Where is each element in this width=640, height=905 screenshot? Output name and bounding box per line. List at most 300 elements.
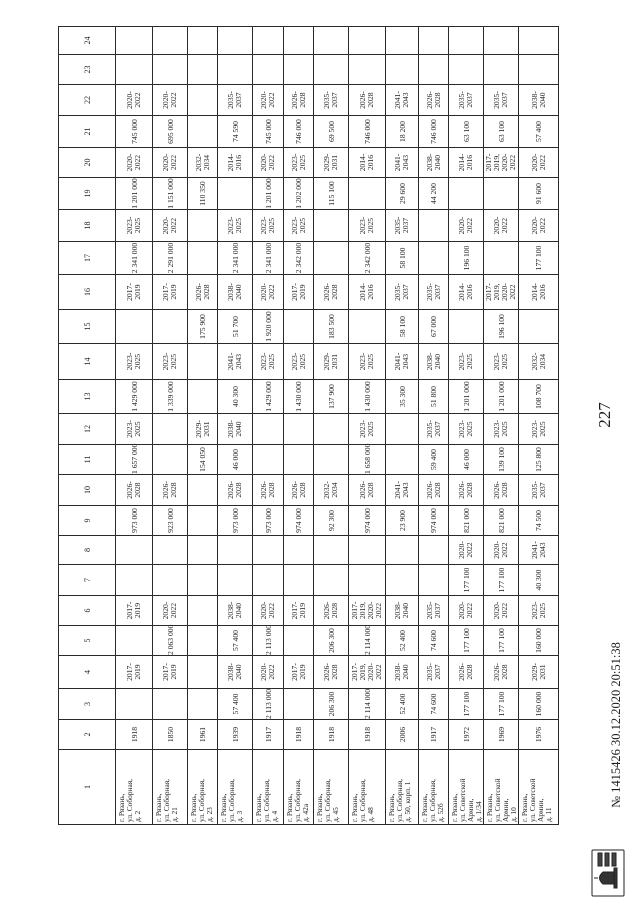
table-cell [314, 210, 349, 242]
table-cell [519, 720, 559, 750]
cell-value: 2026-2028 [193, 283, 211, 301]
cell-value: 1 202 000 [294, 178, 303, 209]
table-cell [284, 536, 314, 565]
table-cell [449, 720, 484, 750]
address-cell [349, 750, 386, 825]
table-cell [349, 27, 386, 55]
cell-value: 1918 [362, 726, 372, 743]
cell-value: 177 100 [496, 628, 506, 653]
table-cell [218, 596, 253, 626]
table-cell [188, 475, 218, 506]
table-cell [419, 178, 449, 210]
table-cell [116, 210, 153, 242]
table-cell [253, 445, 284, 475]
cell-value: 2041-2043 [393, 91, 410, 109]
table-cell [116, 414, 153, 445]
cell-value: 2038-2040 [424, 352, 442, 371]
table-cell [188, 720, 218, 750]
table-cell [153, 536, 188, 565]
table-cell [386, 310, 419, 344]
cell-value: 2020-2022 [161, 216, 178, 235]
table-cell [484, 536, 519, 565]
table-cell [188, 275, 218, 310]
cell-value: 2020-2022 [259, 91, 276, 109]
table-cell [449, 210, 484, 242]
cell-value: 2020-2022 [161, 91, 178, 109]
table-cell [419, 414, 449, 445]
cell-value: 92 300 [326, 510, 336, 531]
cell-value: 1 151 000 [165, 178, 175, 209]
table-cell [153, 689, 188, 720]
table-cell [218, 242, 253, 275]
table-row [153, 27, 188, 825]
address-line: ул. Соборная, [293, 778, 302, 822]
table-cell [419, 689, 449, 720]
cell-value: 154 050 [198, 447, 207, 472]
table-cell [386, 689, 419, 720]
table-cell [284, 85, 314, 116]
cell-value: 2035-2037 [322, 91, 339, 109]
cell-value: 1 430 000 [362, 381, 372, 412]
cell-value: 2020-2022 [125, 91, 142, 109]
table-cell [349, 596, 386, 626]
table-cell [519, 148, 559, 178]
table-row [349, 27, 386, 825]
table-cell [253, 565, 284, 596]
cell-value: 1 657 000 [129, 443, 139, 474]
table-cell [116, 116, 153, 148]
table-cell [253, 148, 284, 178]
table-cell [349, 536, 386, 565]
table-cell [519, 475, 559, 506]
table-cell [484, 656, 519, 689]
table-cell [116, 445, 153, 475]
table-cell [218, 344, 253, 380]
table-cell [484, 55, 519, 85]
address-cell [484, 750, 519, 825]
cell-value: 115 100 [326, 181, 336, 206]
table-cell [116, 720, 153, 750]
cell-value: 746 000 [294, 119, 303, 144]
cell-value: 160 000 [534, 628, 543, 653]
cell-value: 974 000 [429, 508, 438, 533]
table-cell [153, 116, 188, 148]
table-cell [349, 275, 386, 310]
column-number: 16 [59, 275, 116, 310]
table-cell [253, 506, 284, 536]
table-cell [386, 720, 419, 750]
cell-value: 110 350 [198, 181, 207, 206]
table-cell [153, 344, 188, 380]
address-line: ул. Соборная, [358, 778, 367, 822]
table-cell [349, 178, 386, 210]
table-cell [253, 380, 284, 414]
table-cell [314, 380, 349, 414]
repair-schedule-table [58, 26, 559, 825]
cell-value: 57 400 [230, 630, 240, 651]
table-row [484, 27, 519, 825]
cell-value: 2026-2028 [492, 663, 509, 681]
cell-value: 2023-2025 [289, 216, 307, 235]
cell-value: 2026-2028 [322, 663, 339, 681]
cell-value: 206 300 [326, 691, 336, 717]
cell-value: 1 201 000 [263, 178, 273, 209]
table-cell [349, 148, 386, 178]
table-cell [218, 506, 253, 536]
table-cell [349, 310, 386, 344]
table-cell [153, 565, 188, 596]
table-cell [386, 210, 419, 242]
table-cell [386, 85, 419, 116]
cell-value: 1 920 000 [263, 311, 273, 342]
table-header [59, 27, 116, 825]
table-cell [386, 475, 419, 506]
table-cell [116, 85, 153, 116]
table-cell [284, 656, 314, 689]
table-cell [116, 565, 153, 596]
cell-value: 58 100 [397, 316, 407, 337]
table-cell [419, 275, 449, 310]
table-cell [218, 310, 253, 344]
table-cell [188, 85, 218, 116]
address-line: г. Рязань, [420, 793, 429, 822]
cell-value: 59 400 [429, 449, 438, 470]
table-cell [314, 656, 349, 689]
table-cell [419, 344, 449, 380]
table-cell [314, 116, 349, 148]
address-line: д. 50, корп. 1 [403, 781, 412, 822]
table-cell [253, 656, 284, 689]
table-cell [153, 178, 188, 210]
table-cell [449, 565, 484, 596]
cell-value: 2026-2028 [161, 481, 178, 499]
address-line: ул. Советской [493, 778, 502, 822]
table-cell [386, 275, 419, 310]
table-cell [419, 85, 449, 116]
cell-value: 2 114 000 [362, 624, 372, 655]
table-cell [519, 536, 559, 565]
address-line: г. Рязань, [450, 793, 459, 822]
cell-value: 973 000 [230, 508, 240, 533]
cell-value: 2026-2028 [492, 481, 509, 499]
table-cell [314, 565, 349, 596]
table-cell [386, 148, 419, 178]
table-cell [419, 242, 449, 275]
table-cell [349, 689, 386, 720]
cell-value: 196 100 [496, 314, 506, 339]
cell-value: 2017-2019 [125, 283, 142, 301]
table-cell [419, 148, 449, 178]
cell-value: 2029-2031 [193, 420, 211, 438]
address-line: ул. Соборная, [197, 778, 206, 822]
cell-value: 2 342 000 [362, 242, 372, 274]
cell-value: 2026-2028 [457, 481, 474, 499]
table-cell [349, 720, 386, 750]
table-row [116, 27, 153, 825]
cell-value: 2023-2025 [259, 352, 276, 371]
table-cell [484, 565, 519, 596]
table-cell [519, 178, 559, 210]
table-cell [116, 310, 153, 344]
cell-value: 69 500 [326, 121, 336, 142]
cell-value: 2035-2037 [424, 283, 442, 301]
cell-value: 2014-2016 [529, 283, 547, 301]
table-cell [153, 310, 188, 344]
cell-value: 18 200 [397, 121, 407, 142]
cell-value: 51 800 [429, 386, 438, 407]
cell-value: 1 429 000 [263, 381, 273, 412]
table-cell [519, 689, 559, 720]
table-cell [218, 720, 253, 750]
table-cell [484, 116, 519, 148]
table-cell [116, 475, 153, 506]
cell-value: 821 000 [461, 508, 471, 533]
cell-value: 2035-2037 [226, 91, 243, 109]
address-line: г. Рязань, [154, 793, 163, 822]
table-cell [284, 689, 314, 720]
table-cell [449, 596, 484, 626]
cell-value: 57 400 [230, 693, 240, 715]
table-cell [519, 656, 559, 689]
cell-value: 974 000 [294, 508, 303, 533]
table-row [284, 27, 314, 825]
cell-value: 1917 [429, 726, 438, 743]
cell-value: 2017-2019 [161, 283, 178, 301]
cell-value: 2023-2025 [125, 352, 142, 371]
table-cell [253, 116, 284, 148]
column-number: 11 [59, 445, 116, 475]
address-cell [519, 750, 559, 825]
address-line: г. Рязань, [117, 793, 126, 822]
table-cell [153, 27, 188, 55]
table-cell [449, 506, 484, 536]
table-cell [153, 626, 188, 656]
address-cell [386, 750, 419, 825]
cell-value: 58 100 [397, 247, 407, 269]
table-cell [116, 27, 153, 55]
cell-value: 2026-2028 [424, 91, 442, 109]
address-line: г. Рязань, [387, 793, 396, 822]
table-cell [253, 344, 284, 380]
table-cell [253, 310, 284, 344]
cell-value: 74 600 [429, 693, 438, 715]
column-number: 12 [59, 414, 116, 445]
table-cell [519, 506, 559, 536]
cell-value: 2020-2022 [161, 153, 178, 172]
table-cell [116, 344, 153, 380]
cell-value: 2014-2016 [457, 153, 474, 172]
table-cell [519, 27, 559, 55]
table-cell [188, 116, 218, 148]
table-cell [116, 689, 153, 720]
cell-value: 1917 [263, 726, 273, 743]
table-cell [386, 656, 419, 689]
cell-value: 2023-2025 [125, 420, 142, 438]
table-cell [386, 116, 419, 148]
address-line: ул. Соборная, [323, 778, 332, 822]
table-cell [349, 380, 386, 414]
table-cell [449, 380, 484, 414]
cell-value: 2035-2037 [424, 601, 442, 620]
table-cell [218, 626, 253, 656]
cell-value: 2020-2022 [529, 153, 547, 172]
cell-value: 2035-2037 [457, 91, 474, 109]
table-cell [449, 178, 484, 210]
table-cell [284, 178, 314, 210]
table-cell [314, 27, 349, 55]
table-cell [449, 310, 484, 344]
cell-value: 57 400 [534, 121, 543, 142]
table-cell [484, 148, 519, 178]
cell-value: 2032-2034 [193, 153, 211, 172]
cell-value: 1 430 000 [294, 381, 303, 412]
cell-value: 2017-2019, 2020-2022 [484, 283, 517, 301]
table-cell [188, 506, 218, 536]
cell-value: 2017-2019, 2020-2022 [350, 663, 383, 681]
table-cell [314, 720, 349, 750]
table-cell [386, 536, 419, 565]
cell-value: 177 100 [461, 691, 471, 717]
cell-value: 973 000 [263, 508, 273, 533]
cell-value: 2041-2043 [393, 153, 410, 172]
table-cell [153, 55, 188, 85]
address-line: ул. Соборная, [262, 778, 271, 822]
table-cell [116, 626, 153, 656]
cell-value: 2020-2022 [259, 283, 276, 301]
table-cell [519, 85, 559, 116]
table-cell [253, 536, 284, 565]
cell-value: 2014-2016 [358, 153, 375, 172]
cell-value: 1918 [326, 726, 336, 743]
column-number: 4 [59, 656, 116, 689]
cell-value: 2038-2040 [226, 420, 243, 438]
cell-value: 2017-2019 [289, 601, 307, 620]
table-cell [449, 536, 484, 565]
table-cell [419, 536, 449, 565]
table-cell [314, 344, 349, 380]
cell-value: 2026-2028 [322, 283, 339, 301]
table-cell [284, 242, 314, 275]
cell-value: 1 201 000 [496, 381, 506, 412]
table-cell [386, 344, 419, 380]
table-cell [419, 720, 449, 750]
cell-value: 2023-2025 [492, 352, 509, 371]
cell-value: 746 000 [362, 119, 372, 144]
cell-value: 160 000 [534, 691, 543, 717]
cell-value: 2038-2040 [393, 601, 410, 620]
address-line: г. Рязань, [189, 793, 198, 822]
table-cell [116, 536, 153, 565]
column-number: 24 [59, 27, 116, 55]
table-cell [484, 27, 519, 55]
table-cell [218, 380, 253, 414]
table-cell [386, 565, 419, 596]
table-cell [349, 506, 386, 536]
table-cell [218, 475, 253, 506]
table-cell [116, 148, 153, 178]
table-cell [314, 85, 349, 116]
address-line: Армии, [466, 798, 475, 822]
column-number: 15 [59, 310, 116, 344]
address-cell [253, 750, 284, 825]
cell-value: 746 000 [429, 119, 438, 144]
table-cell [116, 596, 153, 626]
table-cell [419, 55, 449, 85]
table-cell [519, 414, 559, 445]
table-cell [449, 275, 484, 310]
table-cell [519, 275, 559, 310]
column-number: 2 [59, 720, 116, 750]
table-cell [419, 380, 449, 414]
cell-value: 177 100 [534, 245, 543, 271]
cell-value: 63 100 [461, 121, 471, 142]
cell-value: 1961 [198, 726, 207, 743]
cell-value: 1969 [496, 726, 506, 743]
cell-value: 2023-2025 [289, 153, 307, 172]
table-cell [188, 596, 218, 626]
address-line: д. 45 [331, 807, 340, 822]
table-cell [218, 27, 253, 55]
address-line: ул. Соборная, [227, 778, 236, 822]
table-cell [314, 275, 349, 310]
cell-value: 23 900 [397, 510, 407, 531]
cell-value: 74 590 [230, 121, 240, 142]
cell-value: 2029-2031 [529, 663, 547, 681]
cell-value: 2017-2019 [125, 601, 142, 620]
cell-value: 2038-2040 [226, 601, 243, 620]
table-cell [314, 536, 349, 565]
cell-value: 2023-2025 [226, 216, 243, 235]
column-number: 19 [59, 178, 116, 210]
table-cell [386, 596, 419, 626]
cell-value: 2041-2043 [393, 352, 410, 371]
table-cell [284, 148, 314, 178]
cell-value: 44 200 [429, 183, 438, 204]
table-cell [253, 27, 284, 55]
table-cell [419, 506, 449, 536]
table-cell [484, 210, 519, 242]
table-cell [484, 242, 519, 275]
address-line: г. Рязань, [520, 793, 529, 822]
table-cell [284, 210, 314, 242]
cell-value: 2023-2025 [358, 420, 375, 438]
cell-value: 2032-2034 [529, 352, 547, 371]
table-cell [116, 178, 153, 210]
address-line: ул. Соборная, [428, 778, 437, 822]
table-cell [484, 506, 519, 536]
cell-value: 2038-2040 [424, 153, 442, 172]
cell-value: 40 300 [230, 386, 240, 407]
table-cell [253, 242, 284, 275]
table-cell [188, 242, 218, 275]
address-line: д. 52б [436, 803, 445, 822]
cell-value: 821 000 [496, 508, 506, 533]
column-number: 18 [59, 210, 116, 242]
cell-value: 2 341 000 [230, 242, 240, 274]
address-line: г. Рязань, [315, 793, 324, 822]
column-number: 21 [59, 116, 116, 148]
column-number: 5 [59, 626, 116, 656]
cell-value: 51 700 [230, 316, 240, 337]
column-number: 23 [59, 55, 116, 85]
cell-value: 2026-2028 [289, 481, 307, 499]
cell-value: 2026-2028 [457, 663, 474, 681]
cell-value: 2023-2025 [161, 352, 178, 371]
table-cell [449, 475, 484, 506]
table-cell [349, 210, 386, 242]
cell-value: 2026-2028 [125, 481, 142, 499]
cell-value: 2035-2037 [492, 91, 509, 109]
